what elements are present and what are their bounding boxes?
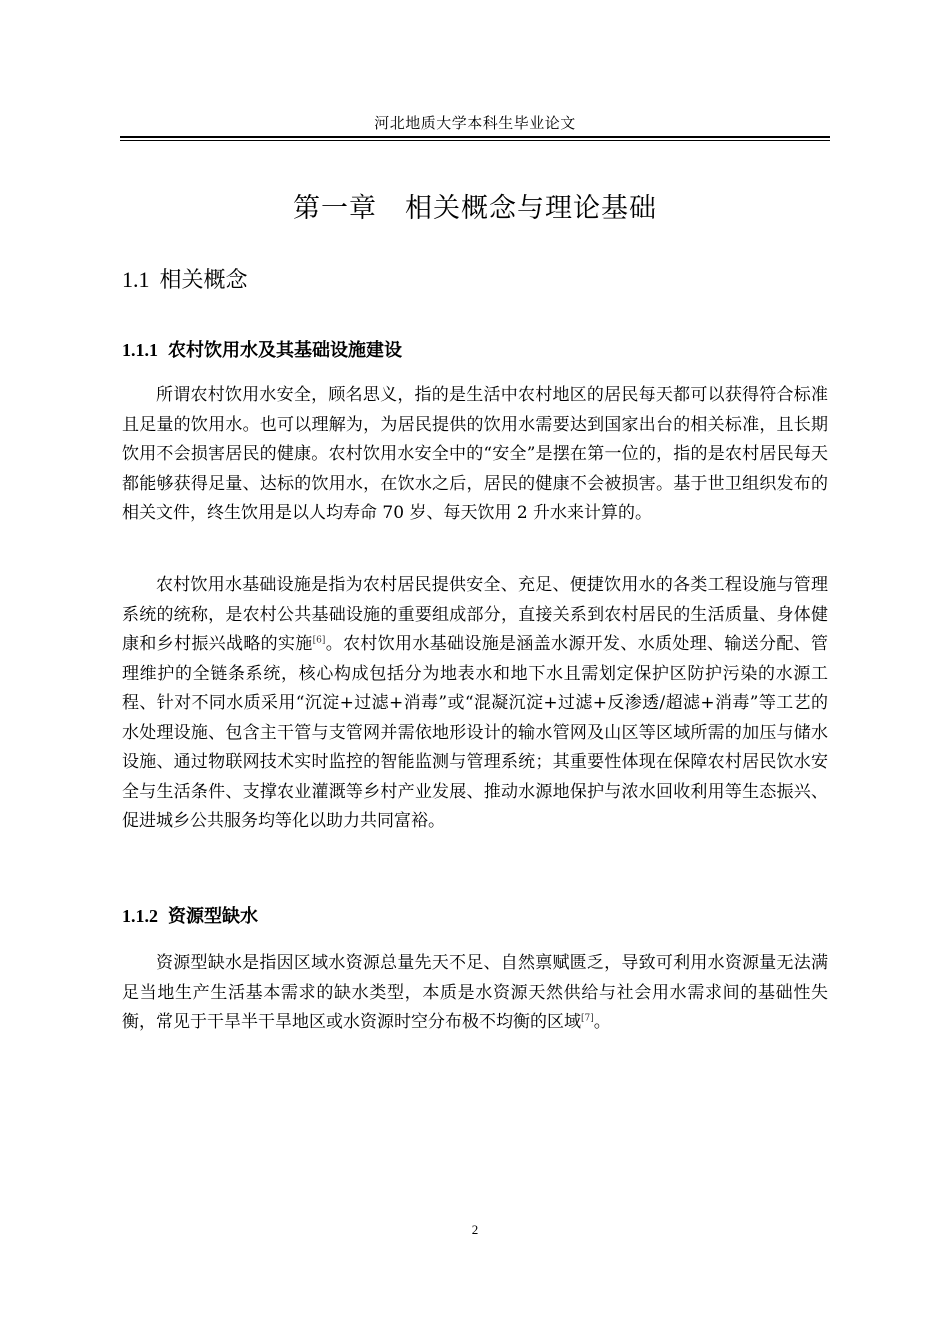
subsection-number: 1.1.2 [122, 906, 158, 926]
running-header: 河北地质大学本科生毕业论文 [374, 114, 576, 132]
header-rule [120, 136, 830, 138]
citation-reference: [6] [312, 635, 326, 646]
header-rule-secondary [120, 140, 830, 141]
subsection-heading-1 [122, 336, 402, 362]
citation-reference: [7] [581, 1013, 594, 1024]
paragraph-drinking-water-safety: 所谓农村饮用水安全，顾名思义，指的是生活中农村地区的居民每天都可以获得符合标准且足量的饮用水。也可以理解为，为居民提供的饮用水需要达到国家出台的相关标准，且长期饮用不会损害居民的健康。农村饮用水安全中的“安全”是摆在第一位的，指的是农村居民每天都能够获得足量、达标的饮用水，在饮水之后，居民的健康不会被损害。基于世卫组织发布的相关文件，终生饮用是以人均寿命 70 岁、每天饮用 2 升水来计算的。 [122, 385, 828, 523]
paragraph-text: 。农村饮用水基础设施是涵盖水源开发、水质处理、输送分配、管理维护的全链条系统，核心构成包括分为地表水和地下水且需划定保护区防护污染的水源工程、针对不同水质采用“沉淀+过滤+消毒”或“混凝沉淀+过滤+反渗透/超滤+消毒”等工艺的水处理设施、包含主干管与支管网并需依地形设计的输水管网及山区等区域所需的加压与储水设施、通过物联网技术实时监控的智能监测与管理系统；其重要性体现在保障农村居民饮水安全与生活条件、支撑农业灌溉等乡村产业发展、推动水源地保护与浓水回收利用等生态振兴、促进城乡公共服务均等化以助力共同富裕。 [122, 634, 829, 831]
section-title-text: 相关概念 [159, 268, 248, 293]
paragraph-text: 农村饮用水基础设施是指为农村居民提供安全、充足、便捷饮用水的各类工程设施与管理系统的统称，是农村公共基础设施的重要组成部分，直接关系到农村居民的生活质量、身体健康和乡村振兴战略的实施 [122, 575, 828, 654]
page-number: 2 [471, 1222, 479, 1237]
section-heading [122, 263, 248, 294]
paragraph-resource-water-shortage [122, 949, 828, 1038]
paragraph-water-infrastructure [122, 571, 828, 837]
section-number: 1.1 [122, 267, 150, 292]
paragraph-text: 资源型缺水是指因区域水资源总量先天不足、自然禀赋匮乏，导致可利用水资源量无法满足当地生产生活基本需求的缺水类型，本质是水资源天然供给与社会用水需求间的基础性失衡，常见于干旱半干旱地区或水资源时空分布极不均衡的区域 [122, 953, 828, 1032]
subsection-title-text: 资源型缺水 [168, 906, 258, 927]
subsection-heading-2 [122, 902, 258, 928]
subsection-title-text: 农村饮用水及其基础设施建设 [168, 340, 402, 361]
subsection-number: 1.1.1 [122, 340, 158, 360]
chapter-title: 第一章 相关概念与理论基础 [293, 193, 657, 224]
paragraph-text: 。 [593, 1012, 611, 1032]
